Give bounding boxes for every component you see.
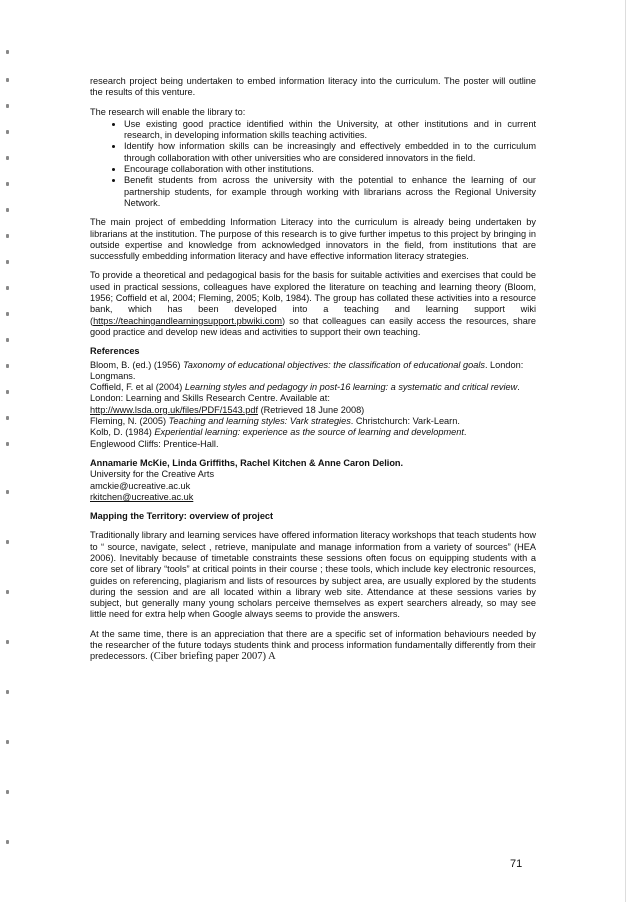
main-project-paragraph: The main project of embedding Information Literacy into the curriculum is already being undertaken by librarians at the institution. The purpose of this research is to give further impetus to this project by bringing in outside expertise and knowledge from acknowledged innovators in the field, from institutions that are successfully embedding information literacy and have effective information literacy strategies. bbox=[90, 217, 536, 262]
author-email[interactable]: rkitchen@ucreative.ac.uk bbox=[90, 491, 194, 502]
reference-link[interactable]: http://www.lsda.org.uk/files/PDF/1543.pdf bbox=[90, 404, 259, 415]
list-item: • Encourage collaboration with other institutions. bbox=[124, 164, 536, 175]
page-number: 71 bbox=[510, 858, 523, 870]
list-item: • Use existing good practice identified within the University, at other institutions and in current research, in developing information skills teaching activities. bbox=[124, 119, 536, 142]
document-page bbox=[90, 76, 536, 671]
list-item: • Benefit students from across the university with the potential to enhance the learning of our partnership students, for example through working with librarians across the Regional University Network. bbox=[124, 175, 536, 209]
intro-paragraph: research project being undertaken to embed information literacy into the curriculum. The poster will outline the results of this venture. bbox=[90, 76, 536, 98]
author-names: Annamarie McKie, Linda Griffiths, Rachel Kitchen & Anne Caron Delion. bbox=[90, 457, 404, 468]
provide-paragraph: To provide a theoretical and pedagogical basis for the basis for suitable activities and exercises that could be used in practical sessions, colleagues have explored the literature on teaching and learning theory (Bloom, 1956; Coffield et al, 2004; Fleming, 2005; Kolb, 1984). The group has collated these activities into a resource bank, which has been developed into a teaching and learning support wiki (https://teachingandlearningsupport.pbwiki.com) so that colleagues can easily access the resources, share good practice and develop new ideas and activities to support their own teaching. bbox=[90, 270, 536, 337]
author-email[interactable]: amckie@ucreative.ac.uk bbox=[90, 480, 191, 491]
author-affiliation: University for the Creative Arts bbox=[90, 469, 215, 480]
scan-edge-line bbox=[625, 0, 626, 902]
list-item: • Identify how information skills can be increasingly and effectively embedded in to the curriculum through collaboration with other universities who are considered innovators in the field. bbox=[124, 141, 536, 164]
reference-item: Bloom, B. (ed.) (1956) Taxonomy of educational objectives: the classification of educational goals. London: Longmans. bbox=[90, 359, 524, 381]
reference-item: Kolb, D. (1984) Experiential learning: experience as the source of learning and development. Englewood Cliffs: Prentice-Hall. bbox=[90, 427, 467, 449]
references-heading: References bbox=[90, 346, 140, 357]
scan-margin-marks bbox=[0, 0, 14, 902]
reference-item: Coffield, F. et al (2004) Learning styles and pedagogy in post-16 learning: a systematic and critical review. London: Learning and Skills Research Centre. Available at: http://www.lsda.org.uk/files/PDF/1543.pdf (Retrieved 18 June 2008) bbox=[90, 382, 520, 415]
references-list bbox=[90, 360, 536, 450]
same-time-paragraph: At the same time, there is an appreciation that there are a specific set of information behaviours needed by the researcher of the future todays students think and process information fundamentally differently from their predecessors. (Ciber briefing paper 2007) A bbox=[90, 628, 536, 663]
enable-intro: The research will enable the library to: bbox=[90, 106, 246, 117]
reference-item: Fleming, N. (2005) Teaching and learning styles: Vark strategies. Christchurch: Vark-Learn. bbox=[90, 416, 460, 427]
traditionally-paragraph: Traditionally library and learning services have offered information literacy workshops that teach students how to “ source, navigate, select , retrieve, manipulate and manage information from a variety of sources” (HEA 2006). Inevitably because of timetable constraints these sessions often focus on equipping students with a core set of library “tools” at critical points in their course ; these tools, which include key electronic resources, guides on referencing, plagiarism and lists of resources by subject area, are usually explored by the students during the session and are all located within a library web site. Attendance at these sessions varies by subject, but generally many young scholars perceive themselves as expert searchers already, so may see little need for extra help when Google always seems to provide the answers. bbox=[90, 530, 536, 620]
section-heading: Mapping the Territory: overview of project bbox=[90, 511, 274, 522]
aims-list bbox=[90, 119, 536, 209]
wiki-link[interactable]: https://teachingandlearningsupport.pbwiki.com bbox=[93, 315, 283, 326]
author-block bbox=[90, 458, 536, 503]
